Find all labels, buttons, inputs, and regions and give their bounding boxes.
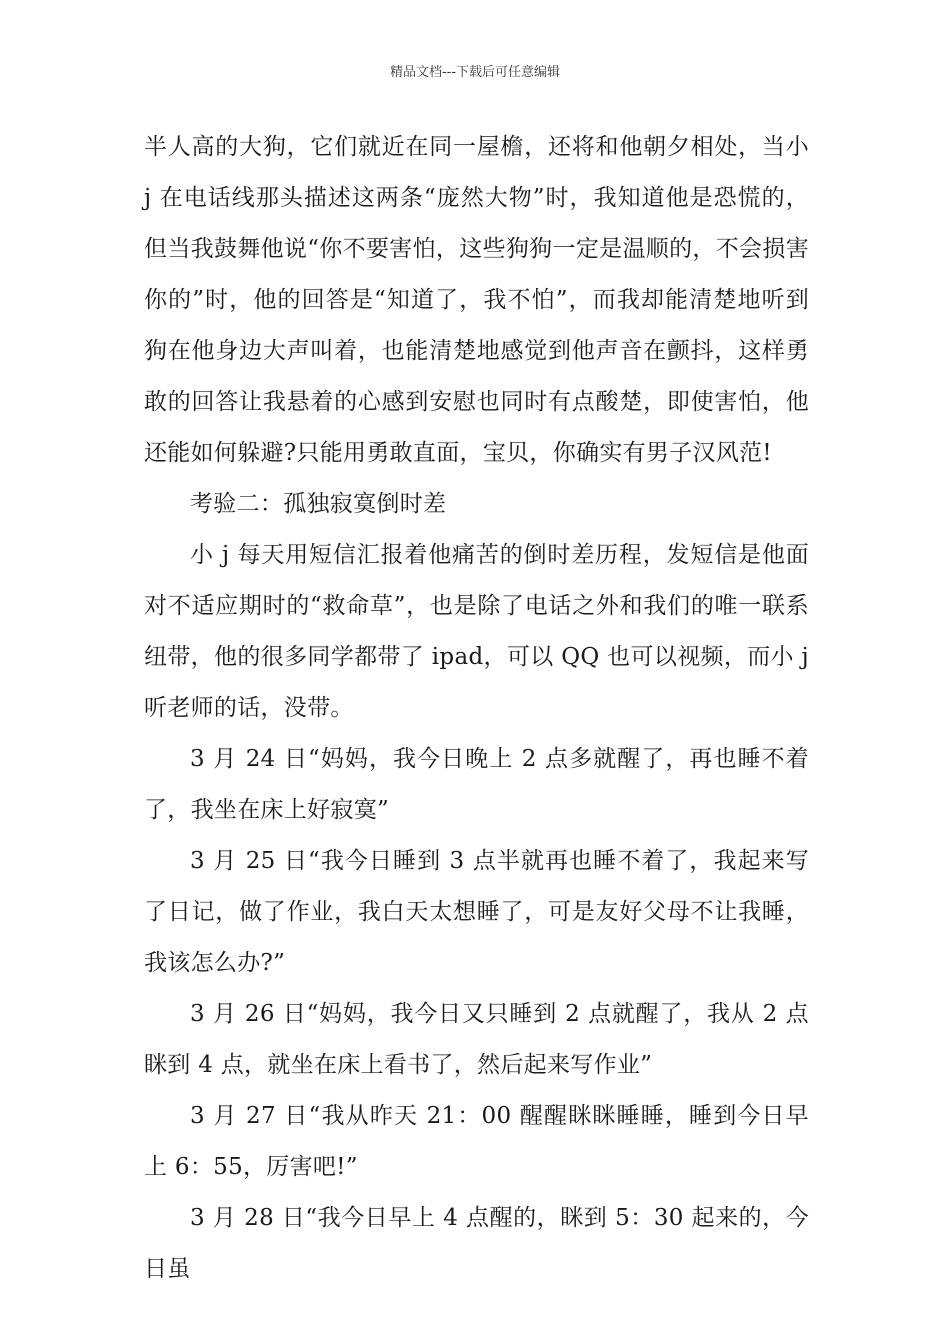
paragraph-sms-report: 小 j 每天用短信汇报着他痛苦的倒时差历程，发短信是他面对不适应期时的“救命草”，也是除了电话之外和我们的唯一联系纽带，他的很多同学都带了 ipad，可以 QQ 也可以视频，而小 j 听老师的话，没带。 — [144, 542, 809, 721]
diary-entry-mar-27: 3 月 27 日“我从昨天 21：00 醒醒眯眯睡睡，睡到今日早上 6：55，厉害吧!” — [144, 1103, 809, 1180]
document-body — [144, 122, 809, 1295]
diary-entry-mar-26: 3 月 26 日“妈妈，我今日又只睡到 2 点就醒了，我从 2 点眯到 4 点，就坐在床上看书了，然后起来写作业” — [144, 1001, 809, 1078]
diary-entry-mar-25: 3 月 25 日“我今日睡到 3 点半就再也睡不着了，我起来写了日记，做了作业，我白天太想睡了，可是友好父母不让我睡，我该怎么办?” — [144, 848, 809, 976]
section-heading-test-two: 考验二：孤独寂寞倒时差 — [190, 491, 447, 517]
diary-entry-mar-28: 3 月 28 日“我今日早上 4 点醒的，眯到 5：30 起来的，今日虽 — [144, 1205, 809, 1282]
paragraph-dogs: 半人高的大狗，它们就近在同一屋檐，还将和他朝夕相处，当小 j 在电话线那头描述这两条“庞然大物”时，我知道他是恐慌的，但当我鼓舞他说“你不要害怕，这些狗狗一定是温顺的，不会损害你的”时，他的回答是“知道了，我不怕”，而我却能清楚地听到狗在他身边大声叫着，也能清楚地感觉到他声音在颤抖，这样勇敢的回答让我悬着的心感到安慰也同时有点酸楚，即使害怕，他还能如何躲避?只能用勇敢直面，宝贝，你确实有男子汉风范! — [144, 134, 809, 466]
diary-entry-mar-24: 3 月 24 日“妈妈，我今日晚上 2 点多就醒了，再也睡不着了，我坐在床上好寂寞” — [144, 746, 809, 823]
page-header: 精品文档---下载后可任意编辑 — [389, 65, 561, 80]
